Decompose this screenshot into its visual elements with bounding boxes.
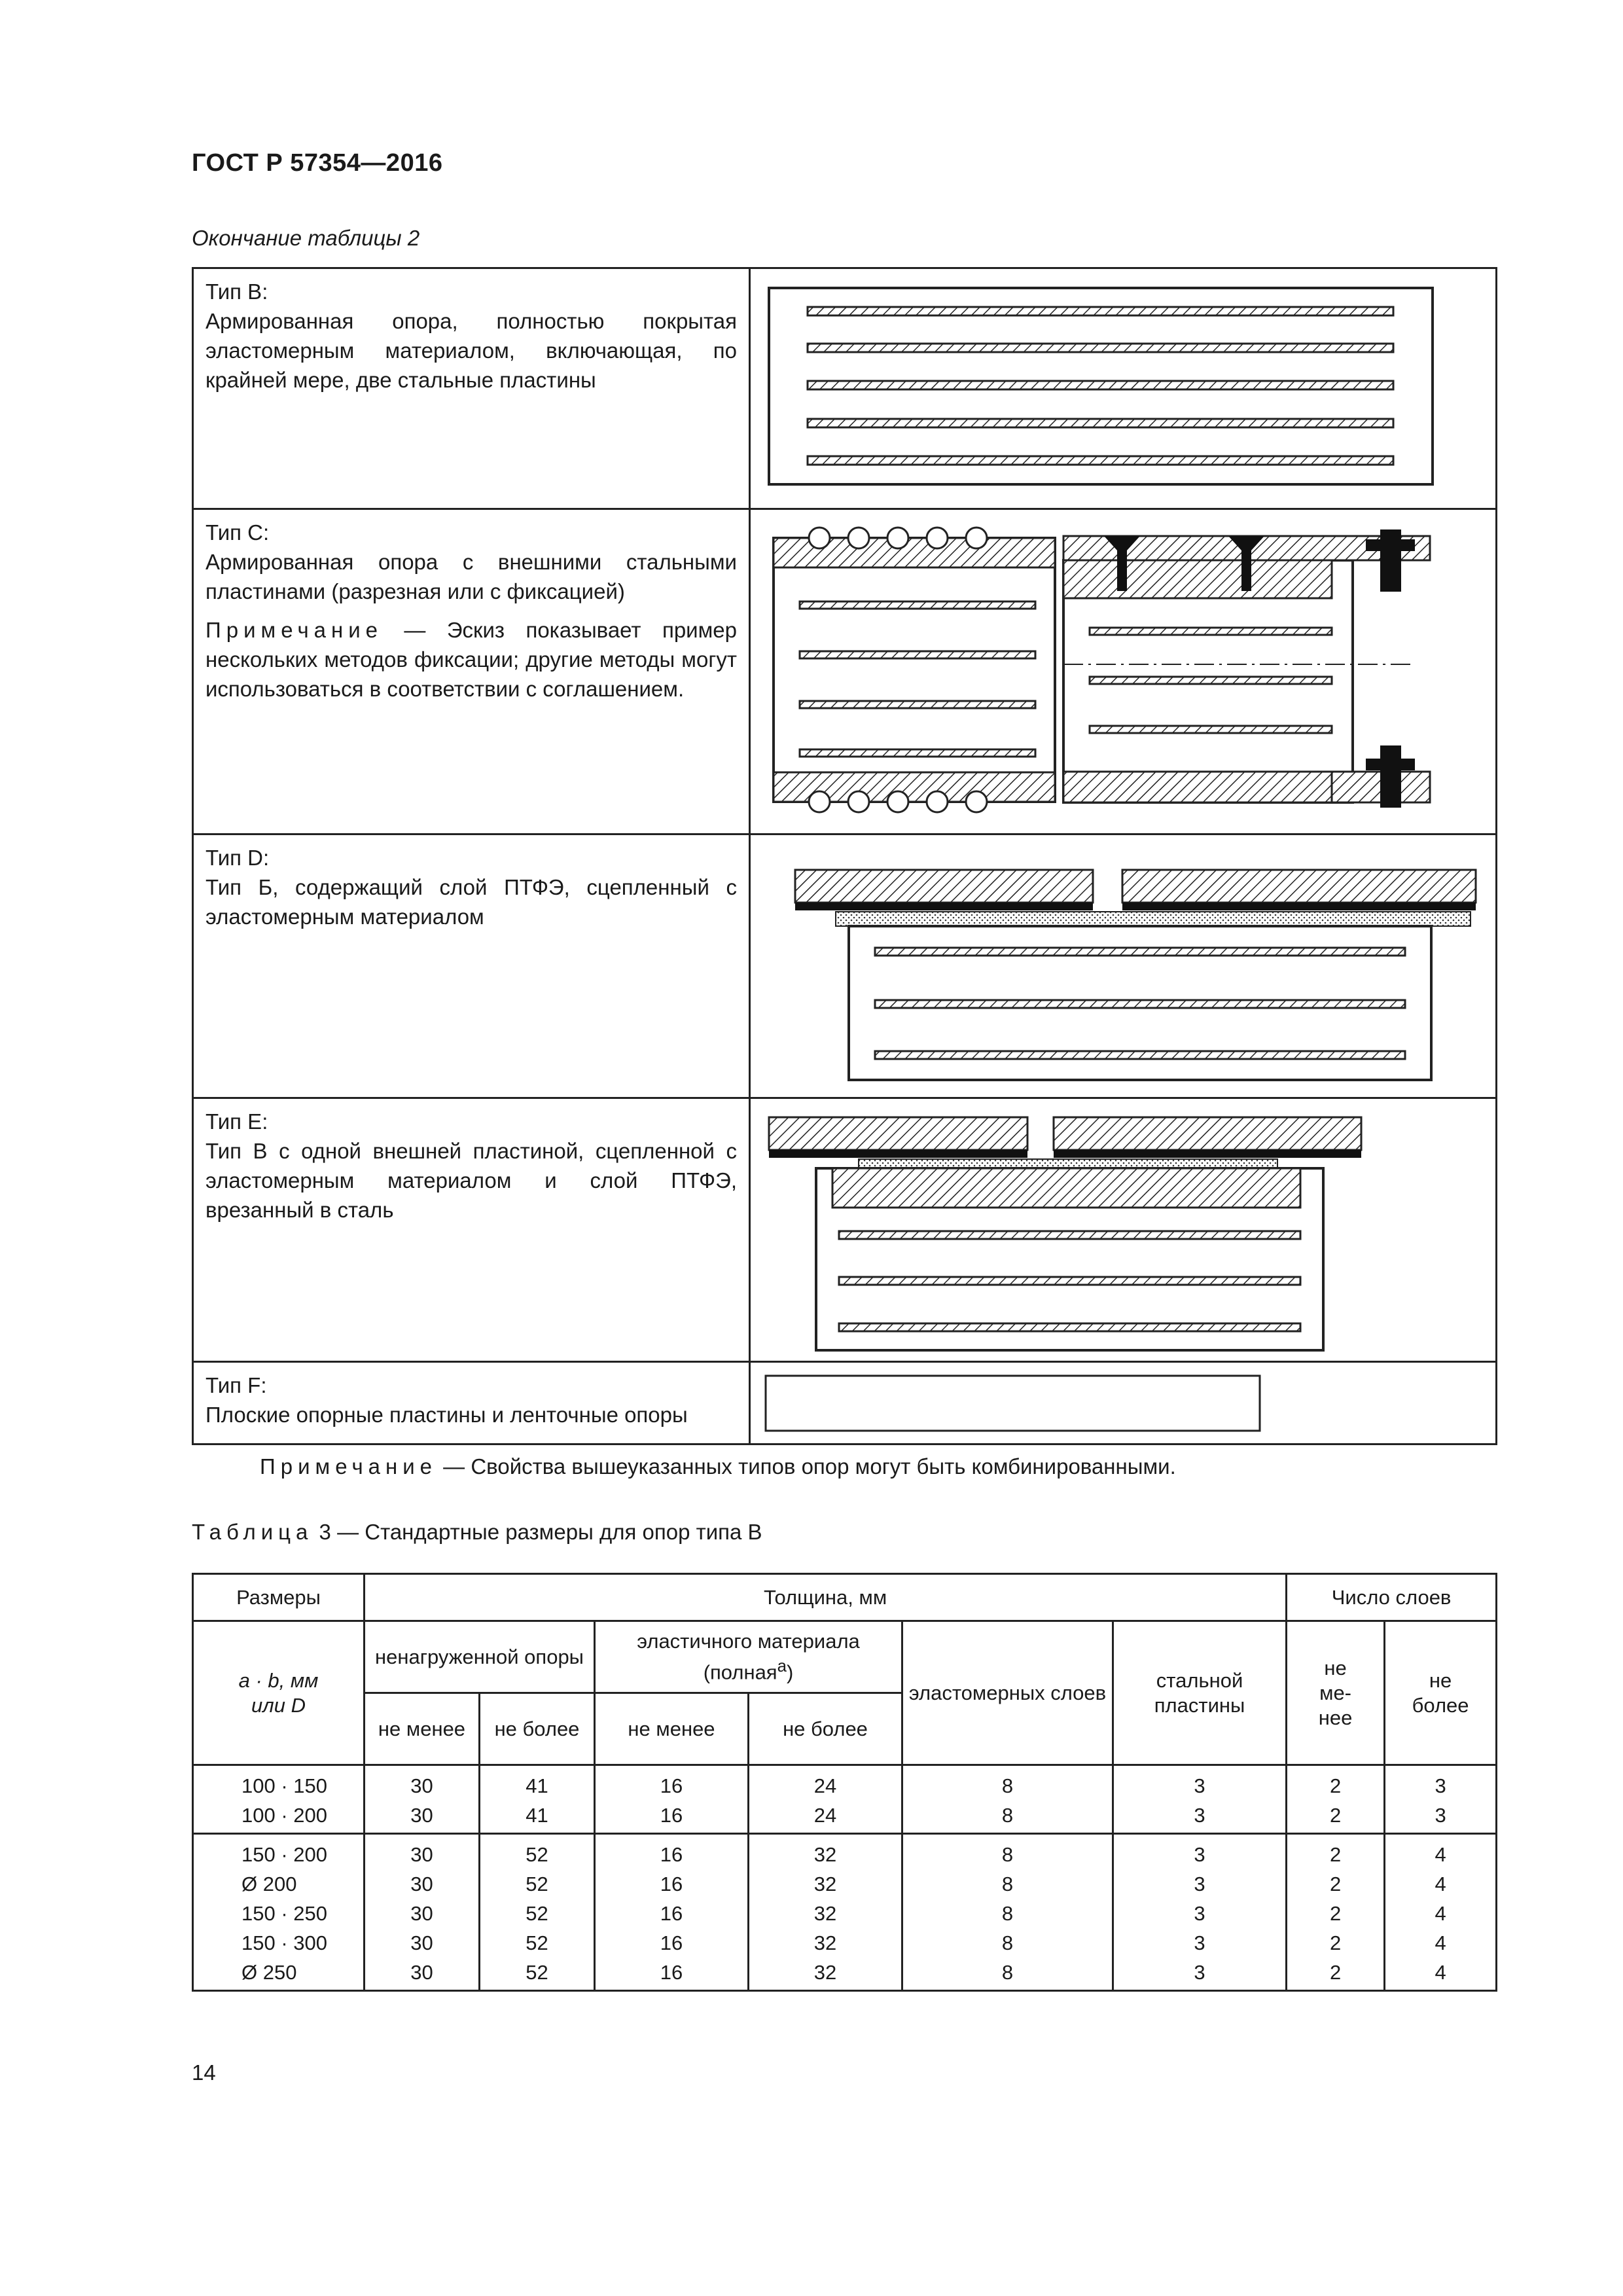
page-number: 14 — [192, 2060, 216, 2085]
header-elastic-min: не менее — [595, 1693, 749, 1765]
diagram-type-d — [751, 835, 1493, 1095]
cell-value: 3 — [1194, 1873, 1205, 1895]
diagram-type-b — [751, 269, 1493, 506]
cell-value: 4 — [1435, 1843, 1446, 1866]
table-row-group — [193, 1834, 1497, 1991]
cell-value: Ø 250 — [241, 1961, 297, 1984]
cell-value: 32 — [813, 1873, 837, 1895]
table-cell — [902, 1765, 1113, 1834]
table2-text-cell — [193, 509, 750, 834]
cell-value: 30 — [410, 1774, 433, 1797]
table-cell — [193, 1834, 365, 1991]
cell-value: 8 — [1001, 1902, 1014, 1925]
table-cell — [902, 1834, 1113, 1991]
type-label: Тип Е: — [205, 1109, 268, 1134]
header-text: не — [1429, 1668, 1452, 1692]
diagram-type-e — [751, 1099, 1493, 1359]
type-label: Тип F: — [205, 1373, 267, 1397]
cell-value: 16 — [660, 1774, 683, 1797]
table3-body — [193, 1765, 1497, 1991]
cell-value: 52 — [526, 1902, 548, 1925]
figure-cell-type-e — [750, 1098, 1497, 1362]
header-elastomer-layers: эластомерных слоев — [902, 1621, 1113, 1765]
header-text: не — [1324, 1656, 1347, 1679]
table-cell — [1385, 1765, 1497, 1834]
cell-value: 30 — [410, 1873, 433, 1895]
cell-value: 32 — [813, 1961, 837, 1984]
cell-value: 3 — [1194, 1961, 1205, 1984]
cell-value: 3 — [1194, 1902, 1205, 1925]
cell-value: 100 · 200 — [241, 1804, 327, 1827]
table-cell — [365, 1834, 480, 1991]
table2-text-cell — [193, 1098, 750, 1362]
cell-value: 8 — [1001, 1931, 1014, 1954]
cell-value: Ø 200 — [241, 1873, 297, 1895]
type-label: Тип В: — [205, 279, 268, 304]
cell-value: 3 — [1194, 1931, 1205, 1954]
header-text: нее — [1318, 1706, 1353, 1729]
cell-value: 52 — [526, 1961, 548, 1984]
cell-value: 16 — [660, 1804, 683, 1827]
table2-row-type-b — [193, 268, 1497, 509]
header-layers: Число слоев — [1287, 1574, 1497, 1621]
cell-value: 32 — [813, 1843, 837, 1866]
table3-caption — [192, 1520, 762, 1545]
cell-value: 30 — [410, 1902, 433, 1925]
cell-value: 8 — [1001, 1961, 1014, 1984]
type-description: Армированная опора с внешними стальными пластинами (разрезная или с фиксацией) — [205, 550, 737, 603]
cell-value: 16 — [660, 1961, 683, 1984]
table2-footnote — [260, 1454, 1176, 1479]
cell-value: 52 — [526, 1873, 548, 1895]
table-cell — [1113, 1765, 1287, 1834]
cell-value: 3 — [1435, 1804, 1446, 1827]
table-label: Таблица — [192, 1520, 313, 1544]
table2-row-type-f — [193, 1362, 1497, 1444]
type-note — [205, 615, 737, 704]
note-text: — Эскиз показывает пример нескольких методов фиксации; другие методы могут использоваться в соответствии с соглашением. — [205, 618, 737, 701]
table-cell — [595, 1834, 749, 1991]
table-cell — [365, 1765, 480, 1834]
header-thickness: Толщина, мм — [365, 1574, 1287, 1621]
figure-cell-type-f — [750, 1362, 1497, 1444]
header-elastic-sup: a — [777, 1657, 787, 1676]
type-description: Тип Б, содержащий слой ПТФЭ, сцепленный с эластомерным материалом — [205, 875, 737, 929]
header-dims-line2: или D — [251, 1693, 306, 1717]
cell-value: 30 — [410, 1804, 433, 1827]
table2-caption: Окончание таблицы 2 — [192, 226, 420, 250]
cell-value: 150 · 250 — [241, 1902, 327, 1925]
type-label: Тип D: — [205, 846, 270, 870]
cell-value: 2 — [1329, 1902, 1342, 1925]
cell-value: 8 — [1001, 1774, 1014, 1797]
header-unloaded-min: не менее — [365, 1693, 480, 1765]
table2-text-cell — [193, 268, 750, 509]
table-title: 3 — Стандартные размеры для опор типа В — [313, 1520, 762, 1544]
cell-value: 30 — [410, 1843, 433, 1866]
table2-row-type-e — [193, 1098, 1497, 1362]
cell-value: 16 — [660, 1873, 683, 1895]
cell-value: 16 — [660, 1902, 683, 1925]
table-cell — [1287, 1765, 1385, 1834]
table-cell — [749, 1765, 902, 1834]
cell-value: 16 — [660, 1843, 683, 1866]
type-description: Плоские опорные пластины и ленточные опоры — [205, 1403, 688, 1427]
type-description: Армированная опора, полностью покрытая эластомерным материалом, включающая, по крайней мере, две стальные пластины — [205, 309, 737, 392]
table-cell — [480, 1765, 595, 1834]
type-label: Тип С: — [205, 520, 270, 545]
header-dims-line1: a · b, мм — [238, 1668, 319, 1692]
header-elastic — [595, 1621, 902, 1693]
table2 — [192, 267, 1497, 1445]
cell-value: 3 — [1194, 1774, 1205, 1797]
cell-value: 2 — [1329, 1931, 1342, 1954]
note-label: Примечание — [260, 1454, 438, 1479]
header-elastic-max: не более — [749, 1693, 902, 1765]
header-unloaded-max: не более — [480, 1693, 595, 1765]
cell-value: 32 — [813, 1902, 837, 1925]
header-layers-min — [1287, 1621, 1385, 1765]
table2-row-type-d — [193, 834, 1497, 1098]
table-cell — [1287, 1834, 1385, 1991]
note-label: Примечание — [205, 618, 383, 642]
cell-value: 2 — [1329, 1961, 1342, 1984]
note-text: — Свойства вышеуказанных типов опор могут быть комбинированными. — [437, 1454, 1176, 1479]
cell-value: 150 · 200 — [241, 1843, 327, 1866]
table-cell — [595, 1765, 749, 1834]
table2-text-cell — [193, 834, 750, 1098]
header-elastic-line1: эластичного материала — [637, 1629, 860, 1653]
cell-value: 32 — [813, 1931, 837, 1954]
cell-value: 52 — [526, 1843, 548, 1866]
header-steel-plate: стальной пластины — [1113, 1621, 1287, 1765]
cell-value: 41 — [526, 1804, 548, 1827]
cell-value: 8 — [1001, 1873, 1014, 1895]
cell-value: 2 — [1329, 1774, 1342, 1797]
cell-value: 8 — [1001, 1804, 1014, 1827]
table-cell — [749, 1834, 902, 1991]
cell-value: 2 — [1329, 1804, 1342, 1827]
cell-value: 4 — [1435, 1961, 1446, 1984]
document-header: ГОСТ Р 57354—2016 — [192, 149, 443, 177]
cell-value: 24 — [813, 1804, 837, 1827]
table-cell — [1385, 1834, 1497, 1991]
cell-value: 4 — [1435, 1931, 1446, 1954]
cell-value: 41 — [526, 1774, 548, 1797]
header-elastic-close: ) — [786, 1660, 794, 1684]
cell-value: 2 — [1329, 1873, 1342, 1895]
cell-value: 3 — [1194, 1804, 1205, 1827]
header-elastic-line2: (полная — [703, 1660, 777, 1684]
cell-value: 30 — [410, 1961, 433, 1984]
table-cell — [480, 1834, 595, 1991]
header-text: более — [1412, 1693, 1469, 1717]
type-description: Тип В с одной внешней пластиной, сцепленной с эластомерным материалом и слой ПТФЭ, врезанный в сталь — [205, 1139, 737, 1222]
cell-value: 8 — [1001, 1843, 1014, 1866]
cell-value: 4 — [1435, 1873, 1446, 1895]
cell-value: 2 — [1329, 1843, 1342, 1866]
cell-value: 4 — [1435, 1902, 1446, 1925]
cell-value: 52 — [526, 1931, 548, 1954]
table-row-group — [193, 1765, 1497, 1834]
cell-value: 24 — [813, 1774, 837, 1797]
figure-cell-type-d — [750, 834, 1497, 1098]
cell-value: 30 — [410, 1931, 433, 1954]
cell-value: 150 · 300 — [241, 1931, 327, 1954]
header-layers-max — [1385, 1621, 1497, 1765]
table3 — [192, 1573, 1497, 1992]
header-text: ме- — [1319, 1681, 1352, 1704]
table-cell — [193, 1765, 365, 1834]
cell-value: 16 — [660, 1931, 683, 1954]
cell-value: 3 — [1435, 1774, 1446, 1797]
cell-value: 100 · 150 — [241, 1774, 327, 1797]
figure-cell-type-b — [750, 268, 1497, 509]
diagram-type-f — [751, 1363, 1493, 1441]
cell-value: 3 — [1194, 1843, 1205, 1866]
diagram-type-c — [751, 510, 1493, 831]
table2-row-type-c — [193, 509, 1497, 834]
table2-text-cell — [193, 1362, 750, 1444]
header-sizes: Размеры — [193, 1574, 365, 1621]
header-unloaded: ненагруженной опоры — [365, 1621, 595, 1693]
table-cell — [1113, 1834, 1287, 1991]
figure-cell-type-c — [750, 509, 1497, 834]
header-dims — [193, 1621, 365, 1765]
